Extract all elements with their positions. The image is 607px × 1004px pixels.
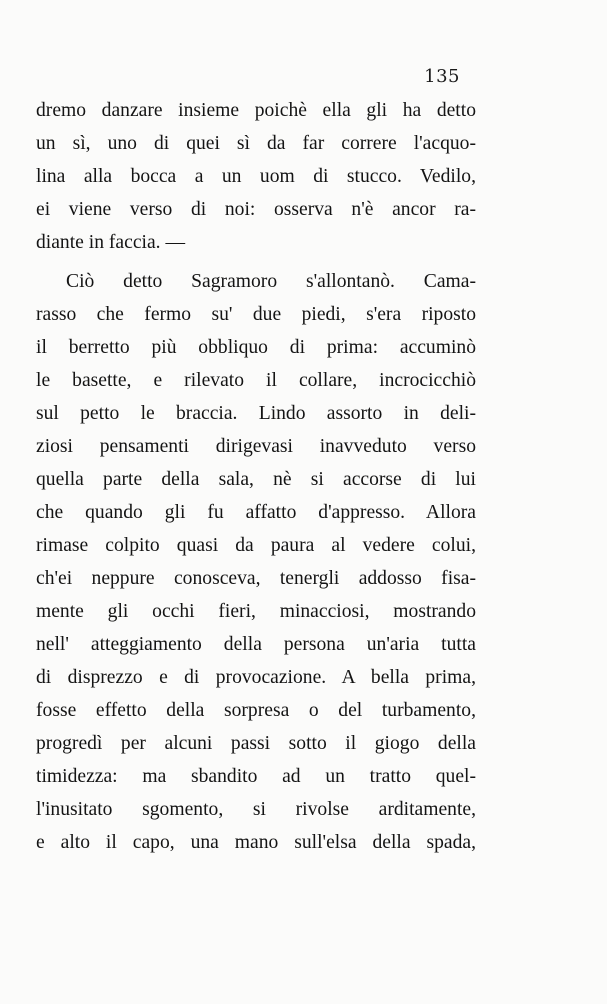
text-line: un sì, uno di quei sì da far correre l'acquo- [36, 133, 476, 154]
text-line: lina alla bocca a un uom di stucco. Vedilo, [36, 166, 476, 187]
page-number: 135 [424, 66, 460, 87]
text-line: Ciò detto Sagramoro s'allontanò. Cama- [66, 271, 476, 292]
text-line: il berretto più obbliquo di prima: accuminò [36, 337, 476, 358]
body-text [36, 94, 476, 859]
text-line: che quando gli fu affatto d'appresso. Allora [36, 502, 476, 523]
text-line: diante in faccia. — [36, 232, 186, 253]
text-line: quella parte della sala, nè si accorse di lui [36, 469, 476, 490]
text-line: rimase colpito quasi da paura al vedere colui, [36, 535, 476, 556]
text-line: ch'ei neppure conosceva, tenergli addosso fisa- [36, 568, 476, 589]
text-line: fosse effetto della sorpresa o del turbamento, [36, 700, 476, 721]
text-line: le basette, e rilevato il collare, incrocicchiò [36, 370, 476, 391]
text-line: l'inusitato sgomento, si rivolse arditamente, [36, 799, 476, 820]
text-line: sul petto le braccia. Lindo assorto in deli- [36, 403, 476, 424]
text-line: timidezza: ma sbandito ad un tratto quel- [36, 766, 476, 787]
text-line: nell' atteggiamento della persona un'aria tutta [36, 634, 476, 655]
text-line: e alto il capo, una mano sull'elsa della spada, [36, 832, 476, 853]
text-line: rasso che fermo su' due piedi, s'era riposto [36, 304, 476, 325]
text-line: progredì per alcuni passi sotto il giogo della [36, 733, 476, 754]
text-line: mente gli occhi fieri, minacciosi, mostrando [36, 601, 476, 622]
text-line: di disprezzo e di provocazione. A bella prima, [36, 667, 476, 688]
text-line: ei viene verso di noi: osserva n'è ancor ra- [36, 199, 476, 220]
text-line: dremo danzare insieme poichè ella gli ha detto [36, 100, 476, 121]
text-line: ziosi pensamenti dirigevasi inavveduto verso [36, 436, 476, 457]
